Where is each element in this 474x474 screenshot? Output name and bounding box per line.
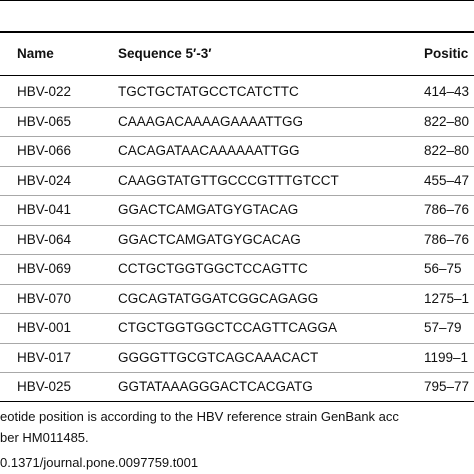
table-row	[0, 136, 474, 166]
table-row	[0, 195, 474, 225]
cell-position: 1275–1	[424, 290, 470, 306]
cell-name: HBV-024	[17, 172, 72, 188]
cell-sequence: GGTATAAAGGGACTCACGATG	[118, 379, 313, 394]
cell-sequence: CAAGGTATGTTGCCCGTTTGTCCT	[118, 172, 339, 188]
cell-name: HBV-070	[17, 290, 72, 306]
footnote-line-2: ber HM011485.	[0, 430, 89, 445]
table-row	[0, 107, 474, 137]
table-title	[0, 4, 474, 30]
table-row	[0, 284, 474, 314]
table-row	[0, 313, 474, 343]
table-row	[0, 343, 474, 373]
top-rule	[0, 0, 474, 1]
cell-name: HBV-065	[17, 113, 72, 129]
cell-sequence: TGCTGCTATGCCTCATCTTC	[118, 84, 299, 99]
cell-position: 1199–1	[424, 349, 469, 365]
cell-name: HBV-022	[17, 84, 72, 99]
cell-position: 414–43	[424, 84, 470, 99]
table-header-row	[0, 33, 474, 75]
cell-position: 795–77	[424, 379, 470, 394]
cell-sequence: GGACTCAMGATGYGCACAG	[118, 231, 301, 247]
cell-name: HBV-069	[17, 261, 72, 276]
header-rule-bottom	[0, 75, 474, 76]
cell-name: HBV-066	[17, 143, 72, 158]
cell-position: 822–80	[424, 143, 470, 158]
cell-sequence: CCTGCTGGTGGCTCCAGTTC	[118, 261, 308, 276]
header-name: Name	[17, 46, 54, 61]
cell-sequence: GGGGTTGCGTCAGCAAACACT	[118, 349, 319, 365]
header-sequence: Sequence 5′-3′	[118, 46, 212, 61]
cell-position: 57–79	[424, 320, 462, 335]
cell-name: HBV-017	[17, 349, 72, 365]
cell-name: HBV-025	[17, 379, 72, 394]
cell-position: 455–47	[424, 172, 470, 188]
cell-position: 786–76	[424, 231, 470, 247]
table-row	[0, 372, 474, 402]
footnote-line-1: eotide position is according to the HBV reference strain GenBank acc	[0, 409, 399, 424]
cell-position: 822–80	[424, 113, 470, 129]
cell-name: HBV-041	[17, 202, 72, 217]
footnote-doi: 0.1371/journal.pone.0097759.t001	[0, 455, 199, 470]
cell-sequence: CACAGATAACAAAAAATTGG	[118, 143, 300, 158]
cell-name: HBV-001	[17, 320, 72, 335]
cell-position: 786–76	[424, 202, 470, 217]
table-row	[0, 225, 474, 255]
table-row	[0, 254, 474, 284]
cell-sequence: GGACTCAMGATGYGTACAG	[118, 202, 299, 217]
cell-sequence: CGCAGTATGGATCGGCAGAGG	[118, 290, 319, 306]
table-row	[0, 166, 474, 196]
cell-sequence: CTGCTGGTGGCTCCAGTTCAGGA	[118, 320, 337, 335]
cell-position: 56–75	[424, 261, 462, 276]
cell-sequence: CAAAGACAAAAGAAAATTGG	[118, 113, 304, 129]
table-row	[0, 77, 474, 107]
cell-name: HBV-064	[17, 231, 72, 247]
bottom-rule	[0, 401, 474, 402]
header-position: Positic	[424, 46, 469, 61]
